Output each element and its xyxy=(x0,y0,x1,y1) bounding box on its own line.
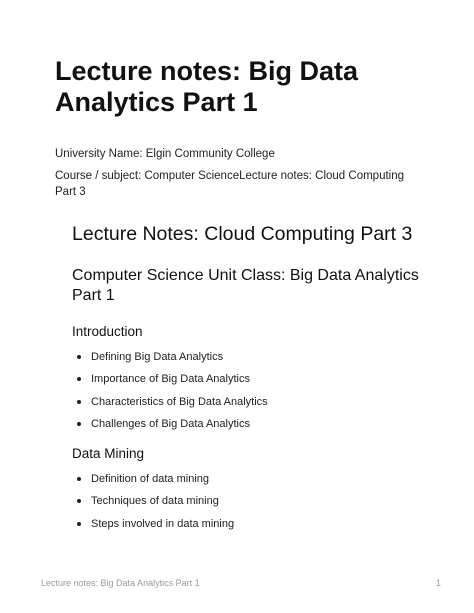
section-heading-introduction: Introduction xyxy=(72,324,143,339)
lecture-heading: Lecture Notes: Cloud Computing Part 3 xyxy=(72,223,413,245)
footer-title: Lecture notes: Big Data Analytics Part 1 xyxy=(41,578,200,588)
document-title: Lecture notes: Big Data Analytics Part 1 xyxy=(55,56,359,117)
list-item: Characteristics of Big Data Analytics xyxy=(72,395,422,409)
list-item: Challenges of Big Data Analytics xyxy=(72,417,422,431)
list-item: Steps involved in data mining xyxy=(72,517,422,531)
list-item: Definition of data mining xyxy=(72,472,422,486)
page-number: 1 xyxy=(435,578,441,588)
course-line: Course / subject: Computer ScienceLecture notes: Cloud Computing Part 3 xyxy=(55,170,405,198)
list-item: Techniques of data mining xyxy=(72,494,422,508)
list-item: Importance of Big Data Analytics xyxy=(72,372,422,386)
lecture-content xyxy=(72,222,422,531)
university-line: University Name: Elgin Community College xyxy=(55,148,275,160)
list-item: Defining Big Data Analytics xyxy=(72,350,422,364)
introduction-list xyxy=(72,350,422,432)
data-mining-list xyxy=(72,472,422,531)
section-heading-data-mining: Data Mining xyxy=(72,446,145,461)
unit-class-heading: Computer Science Unit Class: Big Data Analytics Part 1 xyxy=(72,267,419,304)
